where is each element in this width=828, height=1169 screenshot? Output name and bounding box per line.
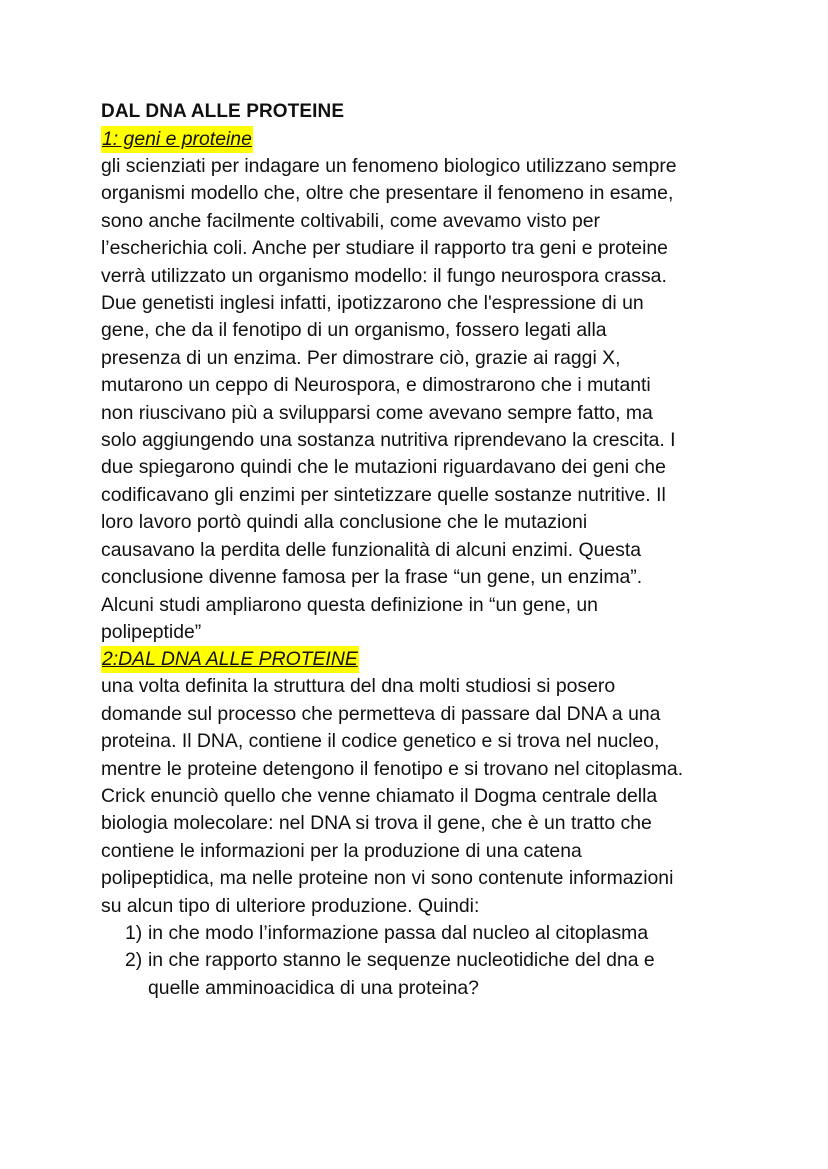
- paragraph-line: Due genetisti inglesi infatti, ipotizzarono che l'espressione di un: [101, 292, 644, 315]
- paragraph-line: gene, che da il fenotipo di un organismo, fossero legati alla: [101, 319, 607, 342]
- paragraph-line: mutarono un ceppo di Neurospora, e dimostrarono che i mutanti: [101, 374, 651, 397]
- section-heading-dal-dna-alle-proteine: 2:DAL DNA ALLE PROTEINE: [101, 646, 359, 673]
- list-item-number: 1): [125, 921, 143, 944]
- paragraph-line: l’escherichia coli. Anche per studiare il rapporto tra geni e proteine: [101, 237, 668, 260]
- list-item-number: 2): [125, 949, 143, 972]
- list-item: [101, 947, 741, 1002]
- paragraph-line: polipeptide”: [101, 620, 202, 643]
- section-paragraph: [101, 153, 741, 646]
- section-geni-e-proteine: [101, 126, 741, 646]
- question-list: [101, 920, 741, 1002]
- paragraph-line: due spiegarono quindi che le mutazioni riguardavano dei geni che: [101, 456, 666, 479]
- document-title: DAL DNA ALLE PROTEINE: [101, 101, 345, 122]
- list-item-text: in che modo l’informazione passa dal nucleo al citoplasma: [148, 921, 649, 944]
- paragraph-line: una volta definita la struttura del dna molti studiosi si posero: [101, 675, 616, 698]
- paragraph-line: proteina. Il DNA, contiene il codice genetico e si trova nel nucleo,: [101, 730, 660, 753]
- paragraph-line: organismi modello che, oltre che presentare il fenomeno in esame,: [101, 182, 674, 205]
- document-page: [101, 98, 741, 1002]
- paragraph-line: causavano la perdita delle funzionalità di alcuni enzimi. Questa: [101, 538, 642, 561]
- paragraph-line: solo aggiungendo una sostanza nutritiva riprendevano la crescita. I: [101, 429, 676, 452]
- paragraph-line: Alcuni studi ampliarono questa definizione in “un gene, un: [101, 593, 598, 616]
- paragraph-line: conclusione divenne famosa per la frase “un gene, un enzima”.: [101, 566, 643, 589]
- paragraph-line: verrà utilizzato un organismo modello: il fungo neurospora crassa.: [101, 264, 667, 287]
- section-paragraph: [101, 673, 741, 920]
- list-item-text: quelle amminoacidica di una proteina?: [148, 976, 479, 999]
- paragraph-line: contiene le informazioni per la produzione di una catena: [101, 839, 582, 862]
- paragraph-line: gli scienziati per indagare un fenomeno biologico utilizzano sempre: [101, 155, 677, 177]
- section-heading-geni-e-proteine: 1: geni e proteine: [101, 126, 253, 153]
- paragraph-line: polipeptidica, ma nelle proteine non vi sono contenute informazioni: [101, 867, 674, 890]
- paragraph-line: codificavano gli enzimi per sintetizzare quelle sostanze nutritive. Il: [101, 483, 666, 506]
- paragraph-line: loro lavoro portò quindi alla conclusione che le mutazioni: [101, 511, 588, 534]
- paragraph-line: non riuscivano più a svilupparsi come avevano sempre fatto, ma: [101, 401, 653, 424]
- paragraph-line: biologia molecolare: nel DNA si trova il gene, che è un tratto che: [101, 812, 652, 835]
- paragraph-line: su alcun tipo di ulteriore produzione. Quindi:: [101, 894, 480, 917]
- paragraph-line: mentre le proteine detengono il fenotipo e si trovano nel citoplasma.: [101, 757, 684, 780]
- list-item: [101, 920, 741, 947]
- paragraph-line: sono anche facilmente coltivabili, come avevamo visto per: [101, 209, 601, 232]
- list-item-text: in che rapporto stanno le sequenze nucleotidiche del dna e: [148, 949, 655, 972]
- paragraph-line: presenza di un enzima. Per dimostrare ciò, grazie ai raggi X,: [101, 346, 621, 369]
- paragraph-line: domande sul processo che permetteva di passare dal DNA a una: [101, 702, 661, 725]
- section-dal-dna-alle-proteine: [101, 646, 741, 1002]
- paragraph-line: Crick enunciò quello che venne chiamato il Dogma centrale della: [101, 784, 658, 807]
